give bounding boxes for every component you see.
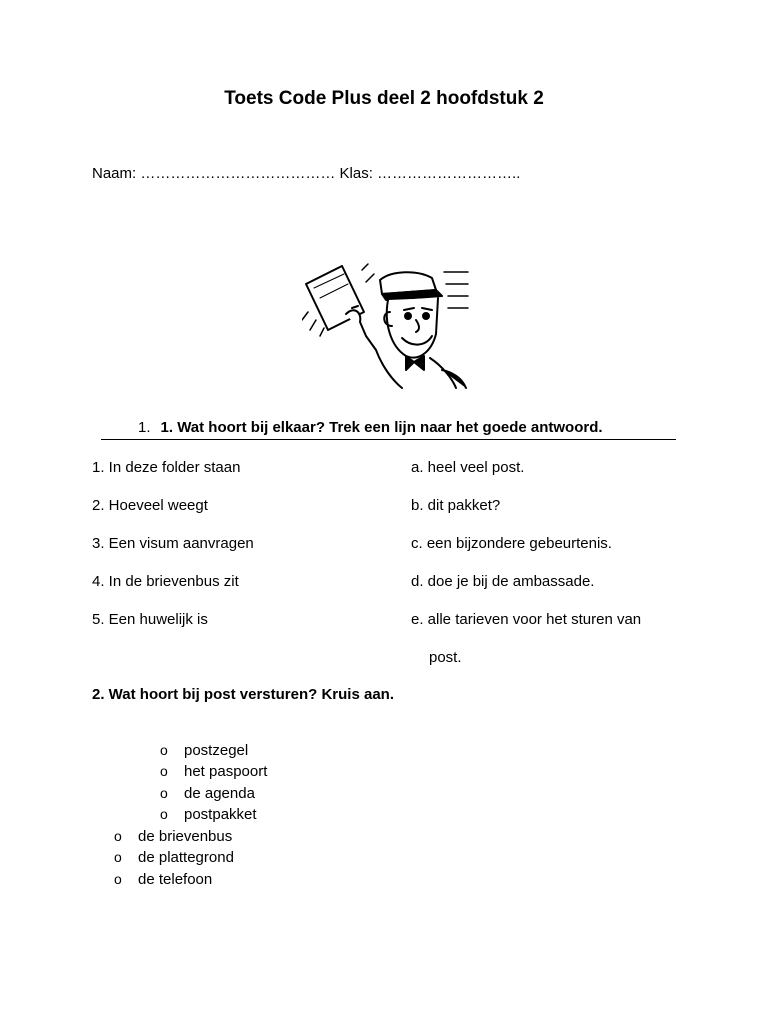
circle-bullet-icon: o — [160, 785, 168, 801]
match-right-e-continued: post. — [429, 649, 462, 666]
match-left-2: 2. Hoeveel weegt — [92, 497, 208, 514]
circle-bullet-icon: o — [114, 828, 122, 844]
match-right-d: d. doe je bij de ambassade. — [411, 573, 595, 590]
name-class-line: Naam: ………………………………… Klas: ……………………….. — [92, 165, 521, 182]
checkbox-option[interactable]: o postzegel — [160, 742, 249, 759]
question-2-heading: 2. Wat hoort bij post versturen? Kruis aan. — [92, 686, 394, 703]
match-right-e: e. alle tarieven voor het sturen van — [411, 611, 642, 628]
checkbox-option[interactable]: o de agenda — [160, 785, 255, 802]
circle-bullet-icon: o — [114, 849, 122, 865]
checkbox-option[interactable]: o het paspoort — [160, 763, 268, 780]
question-1-heading — [138, 419, 603, 436]
circle-bullet-icon: o — [160, 763, 168, 779]
circle-bullet-icon: o — [114, 871, 122, 887]
match-right-a: a. heel veel post. — [411, 459, 525, 476]
page-title: Toets Code Plus deel 2 hoofdstuk 2 — [224, 88, 544, 109]
match-right-c: c. een bijzondere gebeurtenis. — [411, 535, 612, 552]
match-left-3: 3. Een visum aanvragen — [92, 535, 254, 552]
checkbox-option[interactable]: o de telefoon — [114, 871, 213, 888]
checkbox-option[interactable]: o de brievenbus — [114, 828, 233, 845]
list-number: 1. — [138, 419, 151, 436]
circle-bullet-icon: o — [160, 806, 168, 822]
checkbox-option[interactable]: o postpakket — [160, 806, 257, 823]
circle-bullet-icon: o — [160, 742, 168, 758]
question-1-text: 1. Wat hoort bij elkaar? Trek een lijn naar het goede antwoord. — [160, 419, 603, 436]
match-left-5: 5. Een huwelijk is — [92, 611, 208, 628]
match-left-1: 1. In deze folder staan — [92, 459, 241, 476]
postman-holding-letter-icon — [302, 262, 470, 390]
checkbox-option[interactable]: o de plattegrond — [114, 849, 234, 866]
divider — [101, 439, 676, 440]
match-right-b: b. dit pakket? — [411, 497, 501, 514]
match-left-4: 4. In de brievenbus zit — [92, 573, 239, 590]
